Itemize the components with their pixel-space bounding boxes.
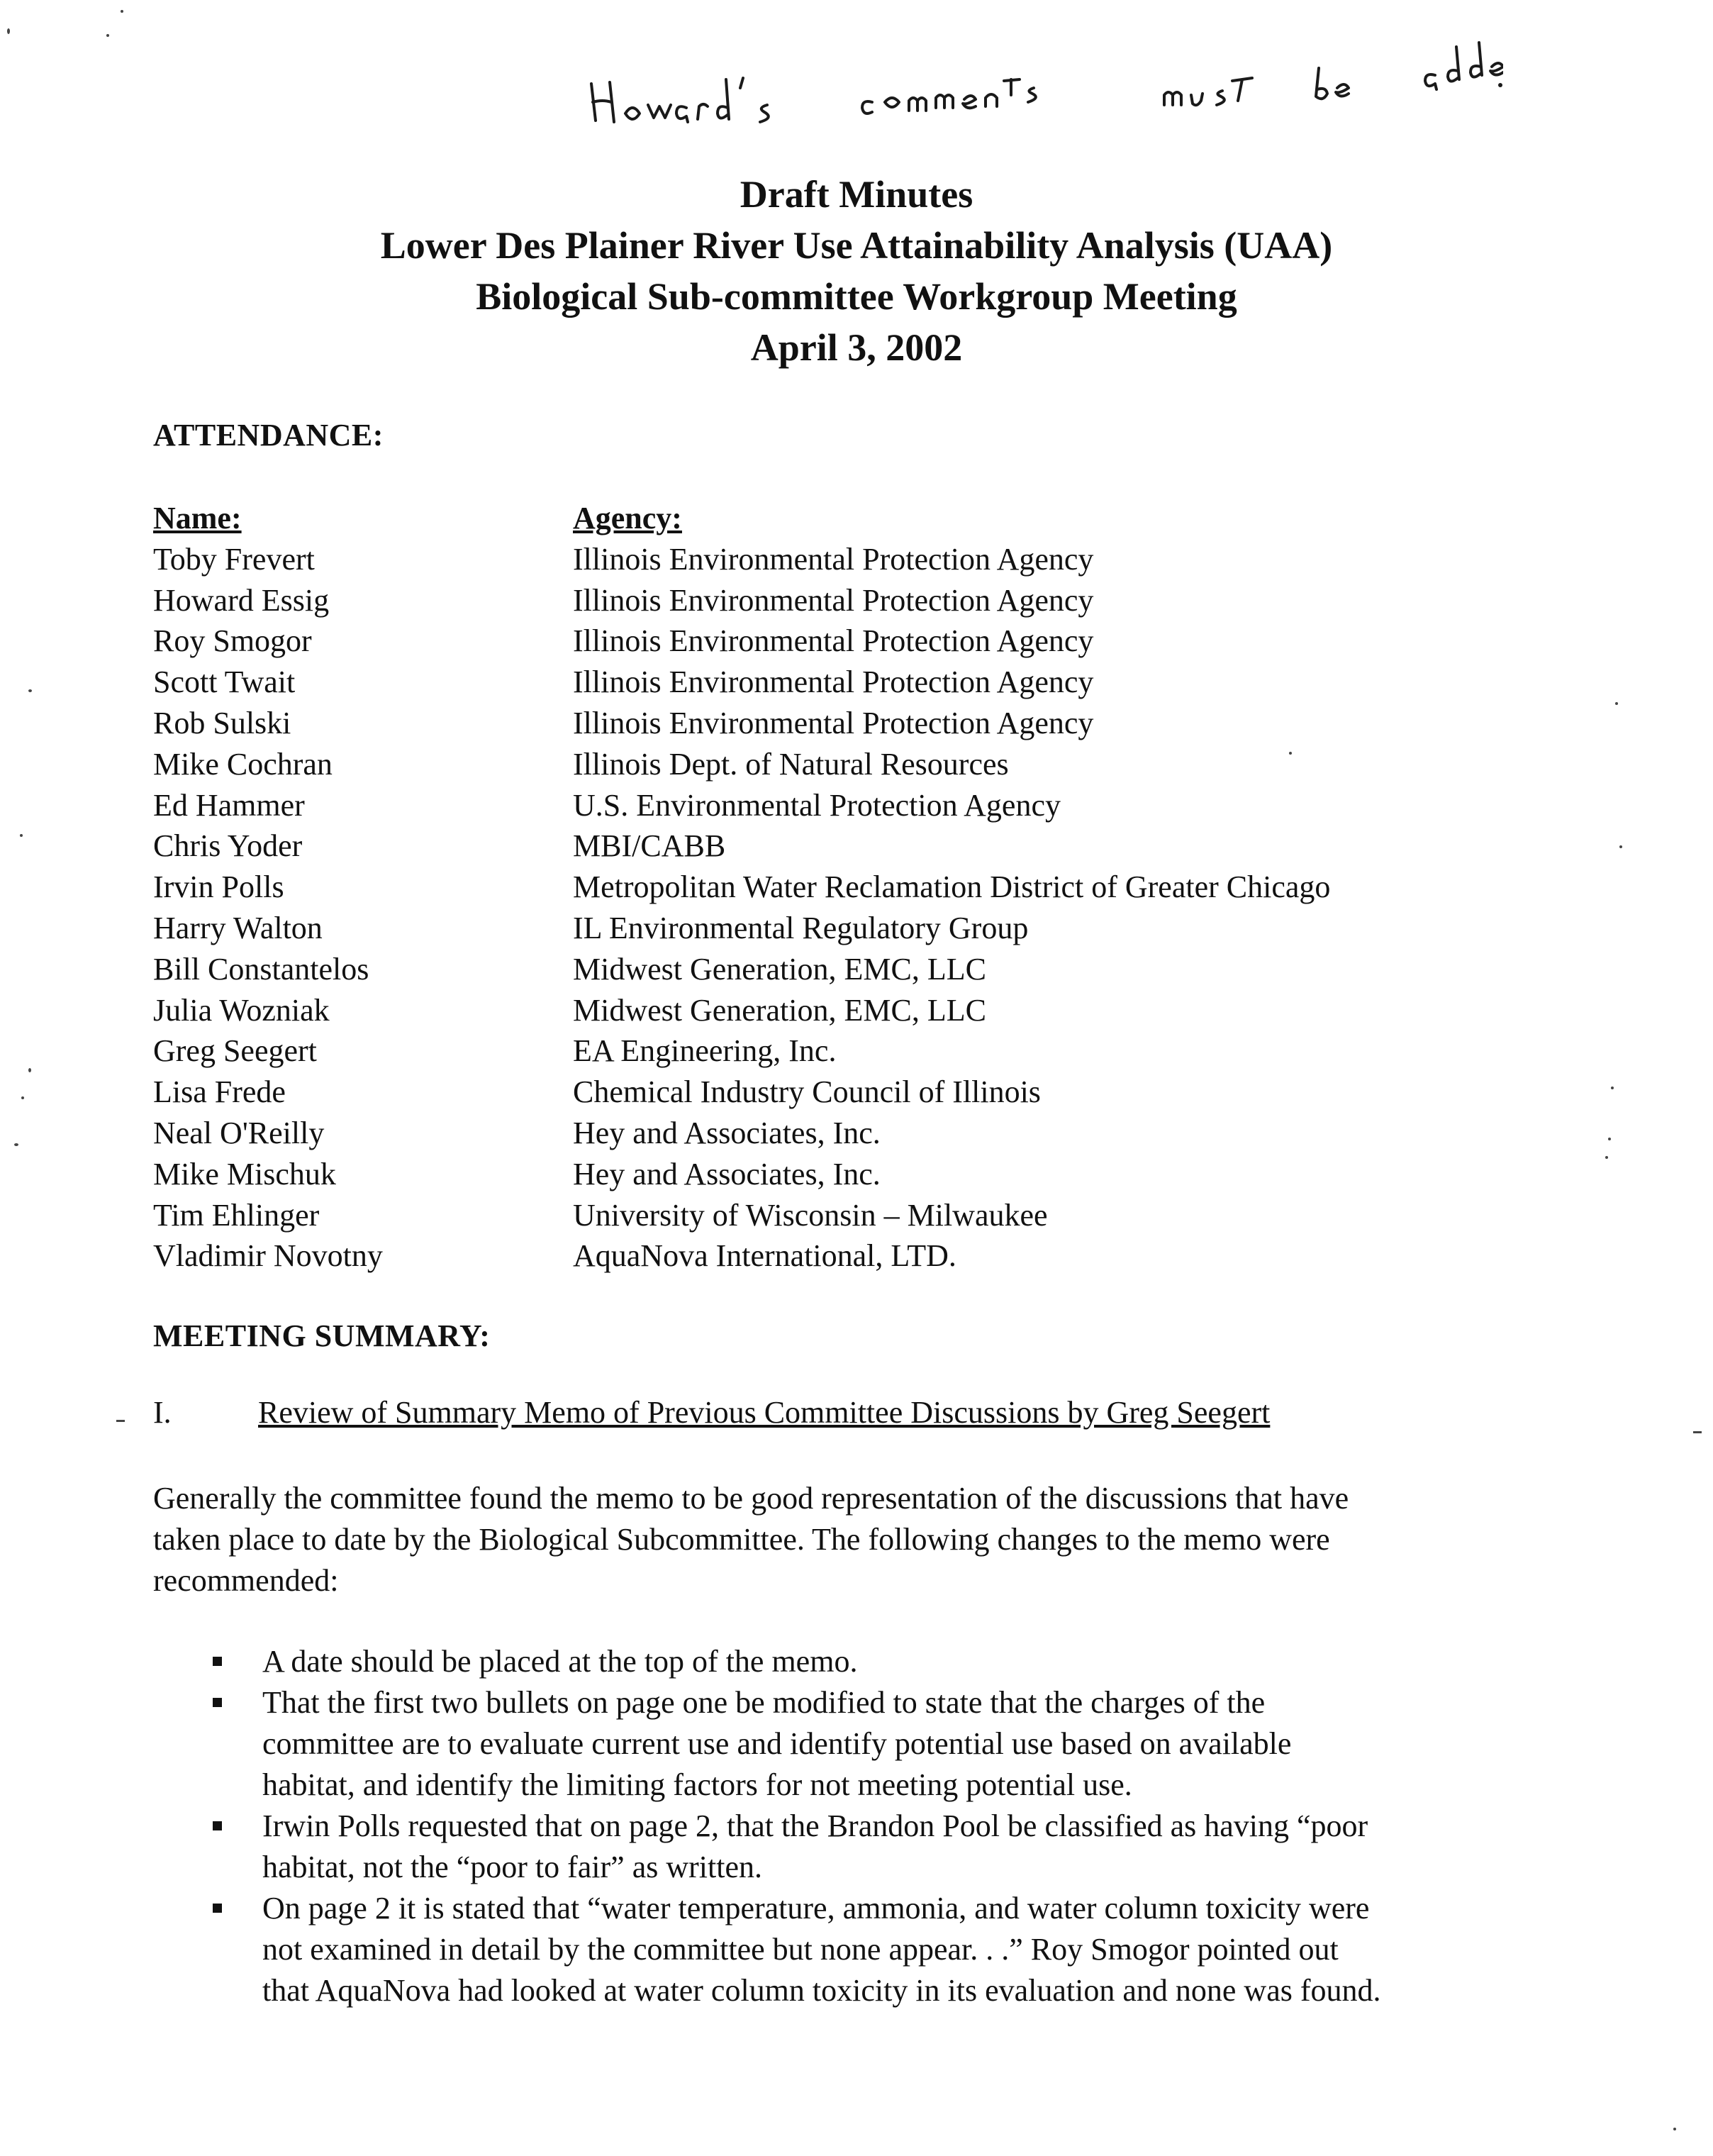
attendee-row	[153, 580, 1330, 621]
attendee-name: Toby Frevert	[153, 541, 315, 577]
square-bullet-icon	[213, 1698, 222, 1707]
attendee-name: Roy Smogor	[153, 623, 312, 659]
attendee-agency: Midwest Generation, EMC, LLC	[573, 992, 986, 1028]
attendee-row	[153, 662, 1330, 703]
attendee-agency: Illinois Environmental Protection Agency	[573, 705, 1094, 740]
attendee-agency: Illinois Dept. of Natural Resources	[573, 746, 1009, 782]
scan-speck	[121, 10, 123, 13]
list-item	[153, 1888, 1571, 2011]
paragraph-line: Generally the committee found the memo to be good representation of the discussions that have	[153, 1481, 1349, 1516]
attendee-name: Chris Yoder	[153, 828, 303, 864]
scan-speck	[7, 28, 10, 34]
list-item	[153, 1682, 1571, 1806]
attendee-name: Howard Essig	[153, 582, 330, 618]
attendee-row	[153, 621, 1330, 662]
paragraph-line: recommended:	[153, 1563, 339, 1598]
attendee-agency: Illinois Environmental Protection Agency	[573, 582, 1094, 618]
scan-speck	[1693, 1431, 1702, 1433]
summary-paragraph	[153, 1478, 1543, 1601]
attendee-row	[153, 826, 1330, 867]
attendee-row	[153, 949, 1330, 990]
title-line-2: Lower Des Plainer River Use Attainability Analysis (UAA)	[380, 224, 1333, 267]
title-line-4: April 3, 2002	[750, 326, 963, 369]
attendee-name: Rob Sulski	[153, 705, 291, 740]
scan-speck	[1611, 1087, 1614, 1089]
document-title	[0, 169, 1713, 373]
scan-speck	[1619, 845, 1622, 848]
attendee-agency: Midwest Generation, EMC, LLC	[573, 951, 986, 987]
scan-speck	[28, 1068, 31, 1072]
list-item-line: committee are to evaluate current use and identify potential use based on available	[262, 1726, 1292, 1761]
attendee-agency: IL Environmental Regulatory Group	[573, 910, 1029, 945]
scan-speck	[116, 1420, 125, 1422]
attendee-name: Greg Seegert	[153, 1033, 317, 1069]
scan-speck	[1605, 1156, 1608, 1159]
attendee-agency: EA Engineering, Inc.	[573, 1033, 837, 1069]
scan-speck	[14, 1143, 18, 1146]
attendee-name: Vladimir Novotny	[153, 1238, 383, 1274]
attendee-row	[153, 744, 1330, 785]
scan-speck	[20, 834, 23, 837]
agenda-item-number: I.	[153, 1395, 172, 1430]
attendee-agency: Metropolitan Water Reclamation District of Greater Chicago	[573, 869, 1331, 905]
attendee-agency: MBI/CABB	[573, 828, 726, 864]
square-bullet-icon	[213, 1821, 222, 1830]
attendee-row	[153, 1113, 1330, 1154]
attendee-agency: Hey and Associates, Inc.	[573, 1156, 881, 1191]
recommendation-list	[153, 1641, 1571, 2011]
scan-speck	[1615, 702, 1618, 705]
attendee-name: Lisa Frede	[153, 1074, 286, 1110]
attendee-row	[153, 990, 1330, 1031]
attendee-row	[153, 1154, 1330, 1195]
agency-column-header: Agency:	[573, 501, 682, 535]
list-item-line: Irwin Polls requested that on page 2, that the Brandon Pool be classified as having “poor	[262, 1808, 1368, 1843]
attendee-agency: Chemical Industry Council of Illinois	[573, 1074, 1041, 1110]
list-item-line: That the first two bullets on page one be modified to state that the charges of the	[262, 1685, 1266, 1720]
handwritten-annotation	[581, 28, 1503, 135]
list-item-line: A date should be placed at the top of the memo.	[262, 1644, 858, 1679]
scan-speck	[21, 1096, 24, 1099]
scan-speck	[1673, 2128, 1676, 2130]
list-item-line: not examined in detail by the committee but none appear. . .” Roy Smogor pointed out	[262, 1932, 1339, 1967]
attendee-row	[153, 1195, 1330, 1236]
agenda-item-heading	[153, 1394, 1270, 1430]
attendee-row	[153, 1030, 1330, 1072]
attendee-name: Harry Walton	[153, 910, 323, 945]
attendee-agency: AquaNova International, LTD.	[573, 1238, 956, 1274]
meeting-summary-heading: MEETING SUMMARY:	[153, 1318, 491, 1353]
attendee-row	[153, 539, 1330, 580]
handwriting-drawing	[581, 28, 1503, 135]
attendee-name: Bill Constantelos	[153, 951, 369, 987]
list-item	[153, 1641, 1571, 1682]
square-bullet-icon	[213, 1657, 222, 1666]
list-item	[153, 1806, 1571, 1888]
attendee-agency: Hey and Associates, Inc.	[573, 1115, 881, 1150]
attendee-row	[153, 867, 1330, 908]
attendee-name: Mike Mischuk	[153, 1156, 336, 1191]
attendee-row	[153, 1072, 1330, 1113]
scan-speck	[1608, 1138, 1611, 1140]
attendee-name: Julia Wozniak	[153, 992, 330, 1028]
title-line-1: Draft Minutes	[740, 173, 973, 216]
attendee-agency: University of Wisconsin – Milwaukee	[573, 1197, 1048, 1233]
square-bullet-icon	[213, 1904, 222, 1913]
attendance-table	[153, 498, 1330, 1277]
scan-speck	[28, 689, 32, 692]
name-column-header: Name:	[153, 501, 242, 535]
attendee-agency: Illinois Environmental Protection Agency	[573, 623, 1094, 659]
attendee-agency: U.S. Environmental Protection Agency	[573, 787, 1061, 823]
attendee-agency: Illinois Environmental Protection Agency	[573, 541, 1094, 577]
attendee-row	[153, 908, 1330, 949]
scan-speck	[106, 34, 109, 37]
attendee-row	[153, 703, 1330, 744]
attendance-heading: ATTENDANCE:	[153, 418, 384, 452]
attendee-name: Mike Cochran	[153, 746, 333, 782]
attendee-row	[153, 785, 1330, 826]
agenda-item-title: Review of Summary Memo of Previous Committee Discussions by Greg Seegert	[258, 1395, 1271, 1430]
attendee-name: Irvin Polls	[153, 869, 284, 905]
list-item-line: that AquaNova had looked at water column toxicity in its evaluation and none was found.	[262, 1973, 1381, 2008]
scan-speck	[1289, 752, 1292, 755]
attendee-name: Scott Twait	[153, 665, 296, 700]
list-item-line: habitat, and identify the limiting factors for not meeting potential use.	[262, 1767, 1132, 1802]
attendee-name: Ed Hammer	[153, 787, 305, 823]
attendee-name: Neal O'Reilly	[153, 1115, 325, 1150]
attendee-row	[153, 1235, 1330, 1277]
list-item-line: habitat, not the “poor to fair” as written.	[262, 1850, 762, 1884]
list-item-line: On page 2 it is stated that “water temperature, ammonia, and water column toxicity were	[262, 1891, 1370, 1926]
paragraph-line: taken place to date by the Biological Subcommittee. The following changes to the memo were	[153, 1522, 1330, 1557]
attendance-header-row	[153, 498, 1330, 539]
title-line-3: Biological Sub-committee Workgroup Meeting	[476, 275, 1237, 318]
attendee-agency: Illinois Environmental Protection Agency	[573, 665, 1094, 700]
attendee-name: Tim Ehlinger	[153, 1197, 320, 1233]
